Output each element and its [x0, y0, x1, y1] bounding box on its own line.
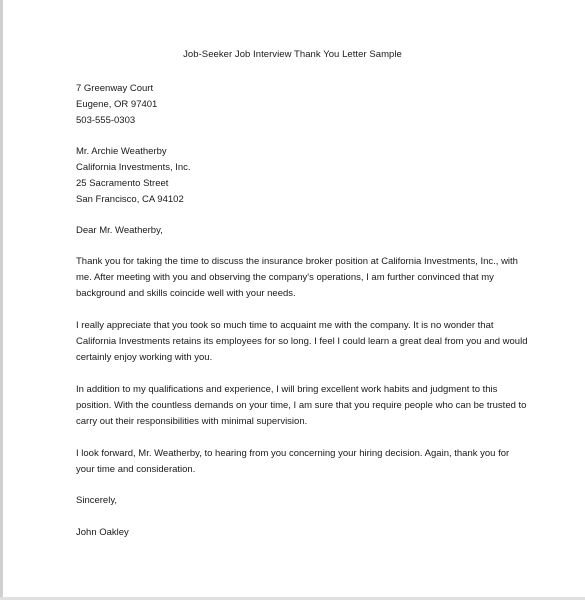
recipient-company: California Investments, Inc.	[76, 162, 191, 173]
paragraph-line: position. With the countless demands on your time, I am sure that you require people who can be trusted to	[76, 400, 527, 411]
paragraph	[76, 446, 526, 478]
paragraph	[76, 382, 526, 430]
signature	[76, 525, 526, 541]
sender-city: Eugene, OR 97401	[76, 99, 158, 110]
salutation-text: Dear Mr. Weatherby,	[76, 225, 163, 236]
sender-street: 7 Greenway Court	[76, 83, 154, 94]
paragraph-line: me. After meeting with you and observing the company's operations, I am further convinced that my	[76, 272, 494, 283]
paragraph-line: your time and consideration.	[76, 464, 196, 475]
paragraph	[76, 254, 526, 302]
signature-name: John Oakley	[76, 527, 129, 538]
recipient-name: Mr. Archie Weatherby	[76, 146, 167, 157]
recipient-city: San Francisco, CA 94102	[76, 194, 184, 205]
paragraph-line: I look forward, Mr. Weatherby, to hearing from you concerning your hiring decision. Again, thank you for	[76, 448, 510, 459]
paragraph-line: In addition to my qualifications and experience, I will bring excellent work habits and judgment to this	[76, 384, 498, 395]
paragraph-line: Thank you for taking the time to discuss the insurance broker position at California Investments, Inc., with	[76, 256, 518, 267]
paragraph-line: background and skills coincide well with your needs.	[76, 288, 296, 299]
sender-phone: 503-555-0303	[76, 115, 136, 126]
salutation	[76, 223, 526, 239]
paragraph-line: certainly enjoy working with you.	[76, 352, 213, 363]
closing	[76, 493, 526, 509]
page-edge-left	[0, 0, 3, 600]
paragraph	[76, 318, 526, 366]
recipient-address	[76, 144, 526, 208]
paragraph-line: carry out their responsibilities with minimal supervision.	[76, 416, 308, 427]
sender-address	[76, 81, 526, 129]
paragraph-line: I really appreciate that you took so much time to acquaint me with the company. It is no wonder that	[76, 320, 494, 331]
closing-text: Sincerely,	[76, 495, 118, 506]
document-title: Job-Seeker Job Interview Thank You Letter Sample	[183, 49, 402, 60]
recipient-street: 25 Sacramento Street	[76, 178, 169, 189]
paragraph-line: California Investments retains its employees for so long. I feel I could learn a great deal from you and would	[76, 336, 528, 347]
